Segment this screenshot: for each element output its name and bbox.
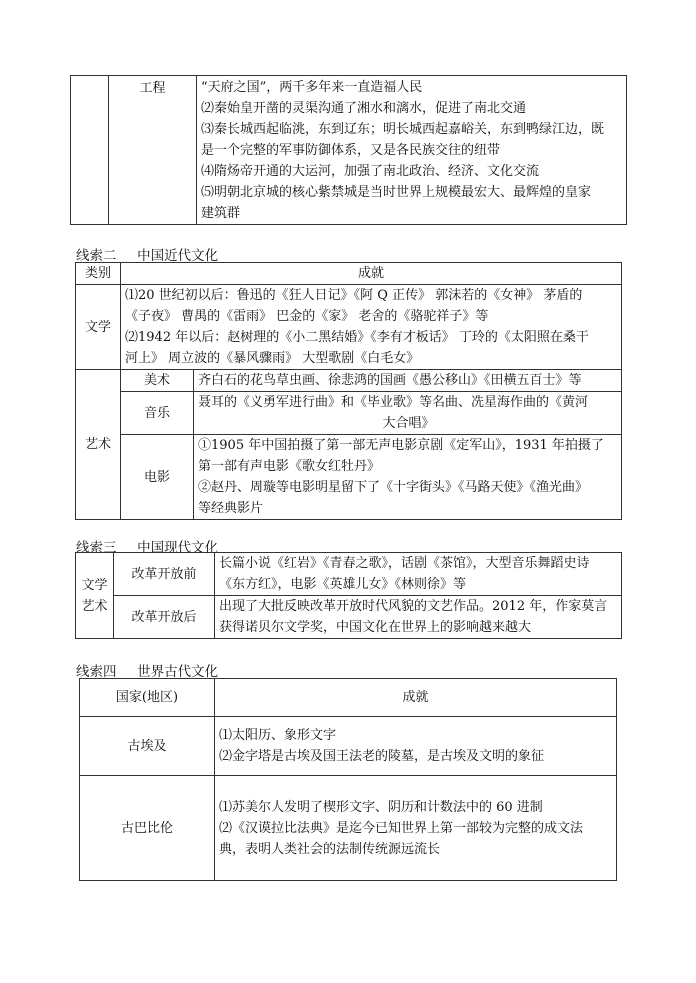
babylon-line: ⑴苏美尔人发明了楔形文字、阴历和计数法中的 60 进制 (219, 799, 543, 815)
header-achievement: 成就 (215, 679, 617, 717)
section4-title-b: 世界古代文化 (137, 664, 219, 680)
content-line: 建筑群 (201, 206, 241, 221)
header-achievement: 成就 (121, 263, 622, 285)
literature-line: 《子夜》 曹禺的《雷雨》 巴金的《家》 老舍的《骆驼祥子》等 (125, 309, 489, 324)
content-line: “天府之国”，两千多年来一直造福人民 (201, 80, 423, 95)
film-content (194, 435, 622, 520)
babylon-line: 典，表明人类社会的法制传统源远流长 (219, 841, 441, 857)
film-label: 电影 (121, 435, 194, 520)
header-category: 类别 (76, 263, 121, 285)
after-reform-label: 改革开放后 (114, 596, 215, 639)
after-reform-line: 获得诺贝尔文学奖，中国文化在世界上的影响越来越大 (219, 620, 532, 635)
content-line: ⑷隋炀帝开通的大运河，加强了南北政治、经济、文化交流 (201, 164, 540, 179)
content-line: ⑶秦长城西起临洮，东到辽东；明长城西起嘉峪关，东到鸭绿江边，既 (201, 122, 605, 137)
content-line: 是一个完整的军事防御体系，又是各民族交往的纽带 (201, 143, 501, 158)
content-cell (197, 76, 627, 225)
section3-title-a: 线索三 (76, 540, 117, 556)
fine-art-label: 美术 (121, 370, 194, 392)
music-line: 大合唱》 (382, 416, 435, 431)
babylon-label: 古巴比伦 (80, 776, 215, 881)
section2-title (76, 244, 218, 264)
babylon-line: ⑵《汉谟拉比法典》是迄今已知世界上第一部较为完整的成文法 (219, 820, 584, 836)
content-line: ⑸明朝北京城的核心紫禁城是当时世界上规模最宏大、最辉煌的皇家 (201, 185, 592, 200)
film-line: ②赵丹、周璇等电影明星留下了《十字街头》《马路天使》《渔光曲》 (198, 480, 589, 495)
literature-line: 河上》 周立波的《暴风骤雨》 大型歌剧《白毛女》 (125, 351, 420, 366)
after-reform-content (215, 596, 622, 639)
empty-cell (71, 76, 109, 225)
lit-art-label-line: 艺术 (81, 598, 108, 614)
before-reform-label: 改革开放前 (114, 553, 215, 596)
before-reform-line: 长篇小说《红岩》《青春之歌》，话剧《茶馆》，大型音乐舞蹈史诗 (219, 556, 590, 571)
film-line: 第一部有声电影《歌女红牡丹》 (198, 459, 381, 474)
before-reform-content (215, 553, 622, 596)
film-line: 等经典影片 (198, 501, 264, 516)
section4-title-a: 线索四 (76, 664, 117, 680)
literature-line: ⑵1942 年以后：赵树理的《小二黑结婚》《李有才板话》 丁玲的《太阳照在桑干 (125, 330, 589, 345)
literature-label: 文学 (76, 285, 121, 370)
before-reform-line: 《东方红》，电影《英雄儿女》《林则徐》等 (219, 577, 467, 592)
lit-art-label-line: 文学 (81, 577, 108, 593)
section3-title-b: 中国现代文化 (137, 540, 219, 556)
music-label: 音乐 (121, 392, 194, 435)
header-country: 国家(地区) (80, 679, 215, 717)
section2-title-b: 中国近代文化 (137, 248, 219, 264)
section4-title (76, 660, 218, 680)
egypt-line: ⑴太阳历、象形文字 (219, 728, 337, 743)
music-line: 聂耳的《义勇军进行曲》和《毕业歌》等名曲、冼星海作曲的《黄河 (198, 395, 589, 410)
category-label: 工程 (139, 81, 166, 96)
section4-table (79, 678, 617, 881)
content-line: ⑵秦始皇开凿的灵渠沟通了湘水和漓水，促进了南北交通 (201, 101, 527, 116)
babylon-content (215, 776, 617, 881)
film-line: ①1905 年中国拍摄了第一部无声电影京剧《定军山》，1931 年拍摄了 (198, 438, 604, 453)
egypt-line: ⑵金字塔是古埃及国王法老的陵墓，是古埃及文明的象征 (219, 749, 545, 764)
category-cell (109, 76, 197, 225)
egypt-content (215, 717, 617, 776)
lit-art-label (76, 553, 114, 639)
literature-line: ⑴20 世纪初以后：鲁迅的《狂人日记》《阿 Q 正传》 郭沫若的《女神》 茅盾的 (125, 288, 583, 303)
section2-title-a: 线索二 (76, 248, 117, 264)
art-label: 艺术 (76, 370, 121, 520)
section3-table (75, 552, 622, 639)
egypt-label: 古埃及 (80, 717, 215, 776)
after-reform-line: 出现了大批反映改革开放时代风貌的文艺作品。2012 年，作家莫言 (219, 599, 608, 614)
literature-content (121, 285, 622, 370)
music-content (194, 392, 622, 435)
section2-table (75, 262, 622, 520)
top-table (70, 75, 627, 225)
fine-art-text: 齐白石的花鸟草虫画、徐悲鸿的国画《愚公移山》《田横五百士》等 (194, 370, 622, 392)
